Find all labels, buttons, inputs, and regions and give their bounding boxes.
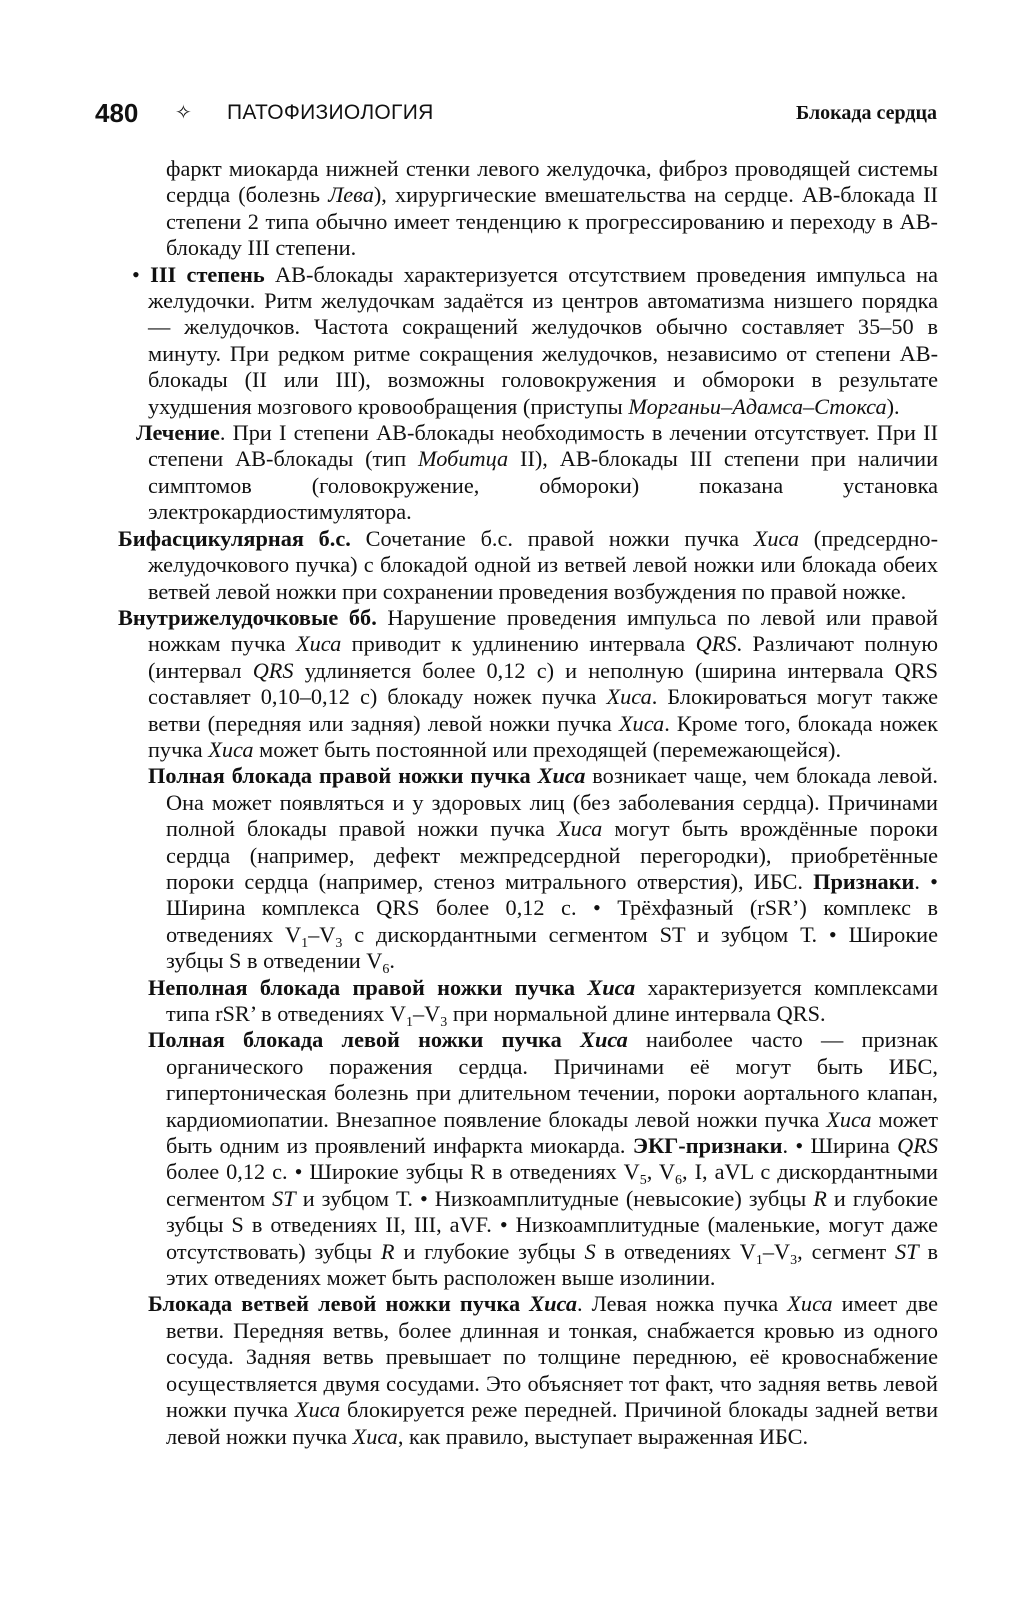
term-treatment: Лечение: [136, 420, 220, 446]
term-complete-rbbb: Полная блокада правой ножки пучка: [148, 763, 538, 789]
paragraph-bifascicular: Бифасцикулярная б.с. Сочетание б.с. правой ножки пучка Хиса (предсердно-желудочкового пучка) с блокадой одной из ветвей левой ножки или блокада обеих ветвей левой ножки при сохранении проведения возбуждения по правой ножке.: [118, 525, 938, 604]
paragraph-complete-rbbb: Полная блокада правой ножки пучка Хиса возникает чаще, чем блокада левой. Она может появляться и у здоровых лиц (без заболевания сердца). Причинами полной блокады правой ножки пучка Хиса могут быть врождённые пороки сердца (например, дефект межпредсердной перегородки), приобретённые пороки сердца (например, стеноз митрального отверстия), ИБС. Признаки. • Ширина комплекса QRS более 0,12 с. • Трёхфазный (rSR’) комплекс в отведениях $V_1-V_3$ с дискордантными сегментом ST и зубцом Т. • Широкие зубцы S в отведении $V_6$.: [148, 763, 938, 978]
term-ecg-signs: ЭКГ-признаки: [632, 1133, 783, 1159]
ornament-icon: ✧: [175, 100, 192, 124]
paragraph-av-block-ii-continued: фаркт миокарда нижней стенки левого желудочка, фиброз проводящей системы сердца (болезнь Лева), хирургические вмешательства на сердце. АВ-блокада II степени 2 типа обычно имеет тенденцию к прогрессированию и переходу в АВ-блокаду III степени.: [166, 156, 938, 261]
term-iii-degree: III степень: [150, 261, 265, 287]
paragraph-lbb-branches: Блокада ветвей левой ножки пучка Хиса. Левая ножка пучка Хиса имеет две ветви. Передняя ветвь, более длинная и тонкая, снабжается кровью из одного сосуда. Задняя ветвь превышает по толщине переднюю, её кровоснабжение осуществляется двумя сосудами. Это объясняет тот факт, что задняя ветвь левой ножки пучка Хиса блокируется реже передней. Причиной блокады задней ветви левой ножки пучка Хиса, как правило, выступает выраженная ИБС.: [148, 1291, 939, 1449]
term-signs: Признаки: [813, 868, 915, 894]
paragraph-intraventricular: Внутрижелудочковые бб. Нарушение проведения импульса по левой или правой ножкам пучка Хиса приводит к удлинению интервала QRS. Различают полную (интервал QRS удлиняется более 0,12 с) и неполную (ширина интервала QRS составляет 0,10–0,12 с) блокаду ножек пучка Хиса. Блокироваться могут также ветви (передняя или задняя) левой ножки пучка Хиса. Кроме того, блокада ножек пучка Хиса может быть постоянной или преходящей (перемежающейся).: [118, 604, 938, 762]
term-bifascicular: Бифасцикулярная б.с.: [118, 525, 351, 551]
page-header: [95, 98, 937, 138]
paragraph-complete-lbbb: Полная блокада левой ножки пучка Хиса наиболее часто — признак органического поражения сердца. Причинами её могут быть ИБС, гипертоническая болезнь при длительном течении, пороки аортального клапан, кардиомиопатии. Внезапное появление блокады левой ножки пучка Хиса может быть одним из проявлений инфаркта миокарда. ЭКГ-признаки. • Ширина QRS более 0,12 с. • Широкие зубцы R в отведениях $V_5$, $V_6$, I, aVL с дискордантными сегментом ST и зубцом Т. • Низкоамплитудные (невысокие) зубцы R и глубокие зубцы S в отведениях II, III, aVF. • Низкоамплитудные (маленькие, могут даже отсутствовать) зубцы R и глубокие зубцы S в отведениях $V_1-V_3$, сегмент ST в этих отведениях может быть расположен выше изолинии.: [148, 1027, 939, 1291]
term-lbb-branches: Блокада ветвей левой ножки пучка: [148, 1291, 530, 1317]
paragraph-incomplete-rbbb: Неполная блокада правой ножки пучка Хиса характеризуется комплексами типа rSR’ в отведениях $V_1-V_3$ при нормальной длине интервала QRS.: [148, 974, 938, 1030]
term-intraventricular: Внутрижелудочковые бб.: [118, 604, 377, 630]
page-body: [118, 156, 938, 1450]
term-complete-lbbb: Полная блокада левой ножки пучка: [148, 1027, 581, 1053]
paragraph-treatment: Лечение. При I степени АВ-блокады необходимость в лечении отсутствует. При II степени АВ-блокады (тип Мобитца II), АВ-блокады III степени при наличии симптомов (головокружение, обмороки) показана установка электрокардиостимулятора.: [136, 420, 939, 525]
term-incomplete-rbbb: Неполная блокада правой ножки пучка: [148, 974, 588, 1000]
running-title: ПАТОФИЗИОЛОГИЯ: [227, 101, 434, 124]
paragraph-av-block-iii: • III степень АВ-блокады характеризуется отсутствием проведения импульса на желудочки. Ритм желудочкам задаётся из центров автоматизма низшего порядка — желудочков. Частота сокращений желудочков обычно составляет 35–50 в минуту. При редком ритме сокращения желудочков, независимо от степени АВ-блокады (II или III), возможны головокружения и обмороки в результате ухудшения мозгового кровообращения (приступы Морганьи–Адамса–Стокса).: [132, 261, 938, 419]
bullet: •: [132, 261, 140, 287]
page-number: 480: [95, 98, 139, 128]
section-title: Блокада сердца: [795, 102, 937, 124]
